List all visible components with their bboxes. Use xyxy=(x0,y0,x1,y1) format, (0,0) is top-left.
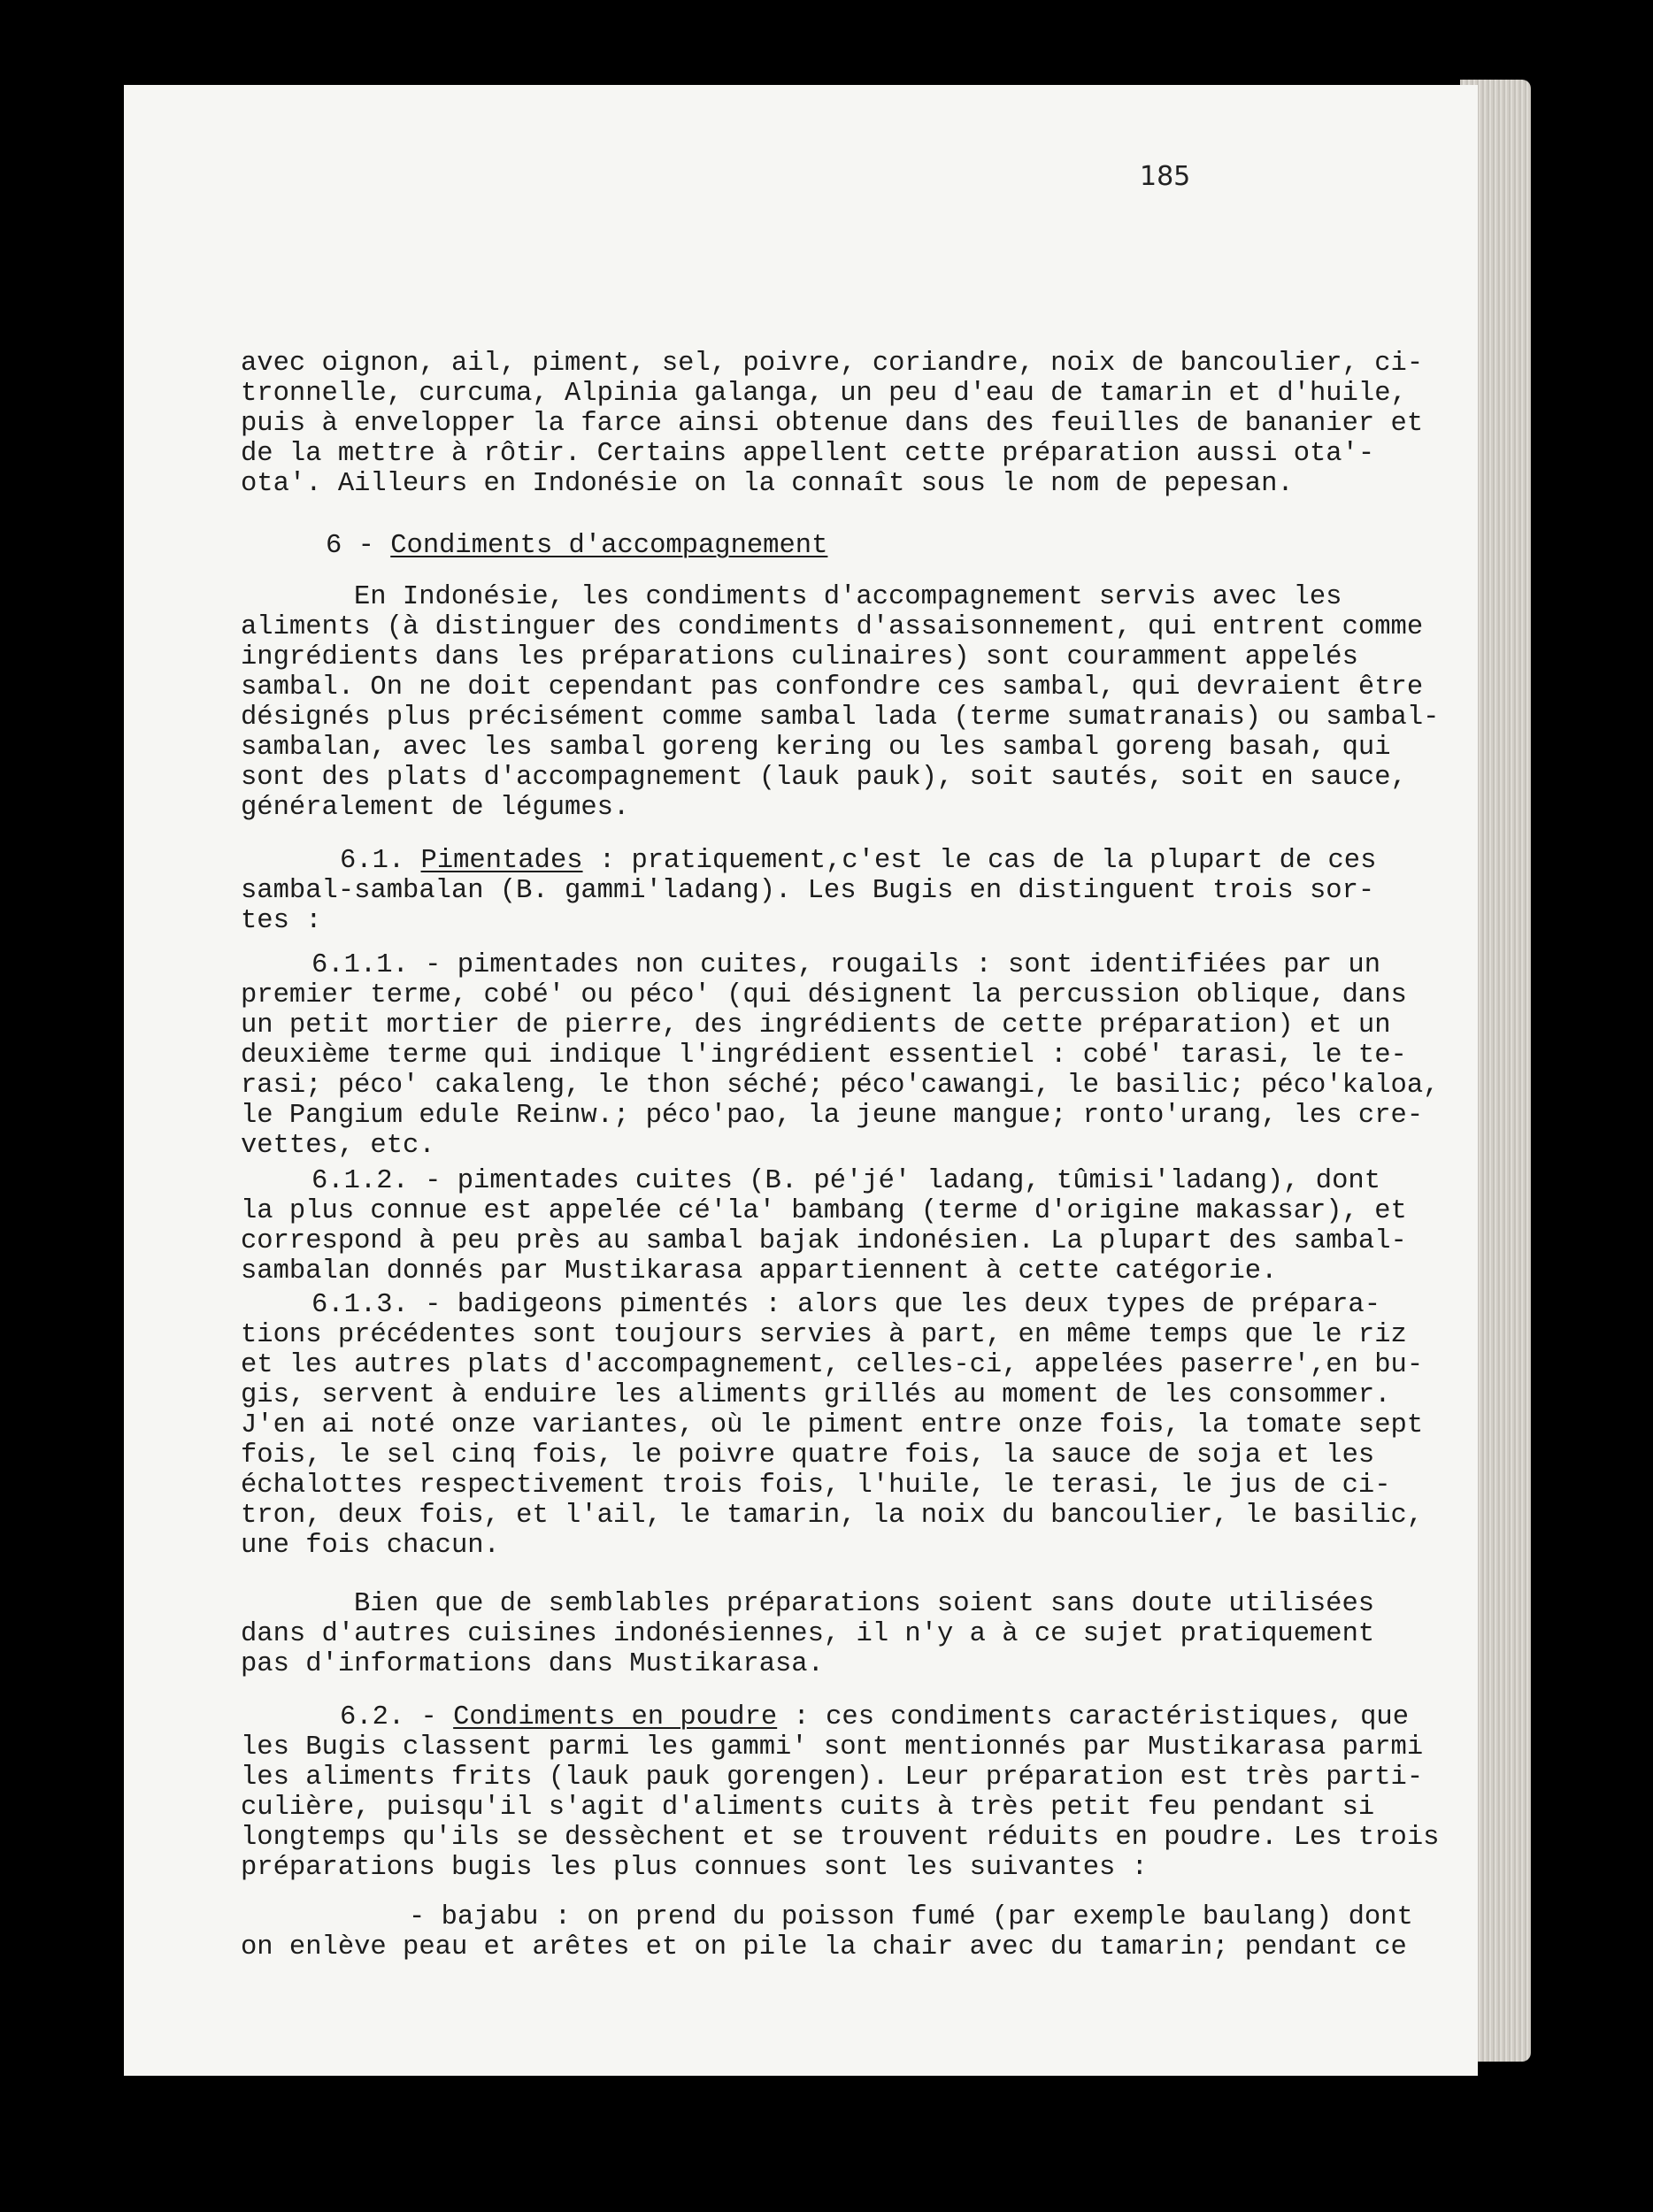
text-line: tronnelle, curcuma, Alpinia galanga, un peu d'eau de tamarin et d'huile, xyxy=(241,379,1407,409)
text-line: 6.1.1. - pimentades non cuites, rougails : sont identifiées par un xyxy=(311,950,1380,980)
text-line: rasi; péco' cakaleng, le thon séché; péco'cawangi, le basilic; péco'kaloa, xyxy=(241,1071,1440,1101)
paragraph-condiments-intro xyxy=(241,582,1440,823)
text-line: puis à envelopper la farce ainsi obtenue dans des feuilles de bananier et xyxy=(241,409,1424,439)
text-line: 6.1.3. - badigeons pimentés : alors que les deux types de prépara- xyxy=(311,1290,1380,1320)
text-line: - bajabu : on prend du poisson fumé (par exemple baulang) dont xyxy=(409,1902,1413,1932)
text-line: sambalan, avec les sambal goreng kering ou les sambal goreng basah, qui xyxy=(241,733,1391,763)
section-title: Condiments d'accompagnement xyxy=(390,531,828,561)
text-line: les Bugis classent parmi les gammi' sont mentionnés par Mustikarasa parmi xyxy=(241,1732,1424,1763)
text-line: de la mettre à rôtir. Certains appellent cette préparation aussi ota'- xyxy=(241,439,1375,469)
text-line: désignés plus précisément comme sambal lada (terme sumatranais) ou sambal- xyxy=(241,703,1440,733)
page-number: 185 xyxy=(1140,161,1191,192)
text-line: premier terme, cobé' ou péco' (qui désignent la percussion oblique, dans xyxy=(241,980,1407,1010)
text-line: dans d'autres cuisines indonésiennes, il n'y a à ce sujet pratiquement xyxy=(241,1619,1375,1649)
text-line: 6.1.2. - pimentades cuites (B. pé'jé' ladang, tûmisi'ladang), dont xyxy=(311,1166,1380,1196)
text-line: et les autres plats d'accompagnement, celles-ci, appelées paserre',en bu- xyxy=(241,1350,1424,1380)
text-line: tron, deux fois, et l'ail, le tamarin, la noix du bancoulier, le basilic, xyxy=(241,1501,1424,1531)
text-line: gis, servent à enduire les aliments grillés au moment de les consommer. xyxy=(241,1380,1391,1410)
paragraph-6-1-3 xyxy=(241,1290,1424,1561)
text-line: correspond à peu près au sambal bajak indonésien. La plupart des sambal- xyxy=(241,1226,1407,1256)
text-line: aliments (à distinguer des condiments d'assaisonnement, qui entrent comme xyxy=(241,612,1424,642)
text-line: ingrédients dans les préparations culinaires) sont couramment appelés xyxy=(241,642,1358,672)
paragraph-6-1-2 xyxy=(241,1166,1407,1286)
text-line: En Indonésie, les condiments d'accompagnement servis avec les xyxy=(354,582,1342,612)
text-line: J'en ai noté onze variantes, où le piment entre onze fois, la tomate sept xyxy=(241,1410,1424,1440)
paragraph-pimentades xyxy=(241,846,1377,936)
text-line: sambalan donnés par Mustikarasa appartiennent à cette catégorie. xyxy=(241,1256,1278,1286)
text-line: les aliments frits (lauk pauk gorengen). Leur préparation est très parti- xyxy=(241,1763,1424,1793)
paragraph-bajabu xyxy=(241,1902,1413,1962)
subsection-title: Condiments en poudre xyxy=(453,1702,778,1732)
text-line: culière, puisqu'il s'agit d'aliments cuits à très petit feu pendant si xyxy=(241,1793,1375,1823)
text-fragment: : pratiquement,c'est le cas de la plupart de ces xyxy=(582,846,1377,876)
paragraph-other-cuisines xyxy=(241,1589,1375,1679)
text-line: fois, le sel cinq fois, le poivre quatre fois, la sauce de soja et les xyxy=(241,1440,1375,1471)
text-line: pas d'informations dans Mustikarasa. xyxy=(241,1649,824,1679)
text-line: on enlève peau et arêtes et on pile la chair avec du tamarin; pendant ce xyxy=(241,1932,1407,1962)
text-line: Bien que de semblables préparations soient sans doute utilisées xyxy=(354,1589,1375,1619)
text-line: tions précédentes sont toujours servies à part, en même temps que le riz xyxy=(241,1320,1407,1350)
text-line: sambal-sambalan (B. gammi'ladang). Les Bugis en distinguent trois sor- xyxy=(241,876,1375,906)
paragraph-stuffing-end xyxy=(241,349,1424,499)
text-line: sont des plats d'accompagnement (lauk pauk), soit sautés, soit en sauce, xyxy=(241,763,1407,793)
paragraph-condiments-en-poudre xyxy=(241,1702,1440,1883)
text-line: sambal. On ne doit cependant pas confondre ces sambal, qui devraient être xyxy=(241,672,1424,703)
text-line: ota'. Ailleurs en Indonésie on la connaît sous le nom de pepesan. xyxy=(241,469,1294,499)
text-line: tes : xyxy=(241,906,322,936)
section-6-heading xyxy=(241,531,1322,561)
subsection-number: 6.2. - xyxy=(340,1702,454,1732)
text-line: un petit mortier de pierre, des ingrédients de cette préparation) et un xyxy=(241,1010,1391,1041)
text-line: préparations bugis les plus connues sont les suivantes : xyxy=(241,1853,1148,1883)
paragraph-6-1-1 xyxy=(241,950,1440,1161)
text-fragment: : ces condiments caractéristiques, que xyxy=(777,1702,1410,1732)
text-line: la plus connue est appelée cé'la' bambang (terme d'origine makassar), et xyxy=(241,1196,1407,1226)
text-line: généralement de légumes. xyxy=(241,793,630,823)
text-line: échalottes respectivement trois fois, l'huile, le terasi, le jus de ci- xyxy=(241,1471,1391,1501)
text-line: deuxième terme qui indique l'ingrédient essentiel : cobé' tarasi, le te- xyxy=(241,1041,1407,1071)
subsection-number: 6.1. xyxy=(340,846,421,876)
section-number: 6 - xyxy=(326,531,391,561)
text-line: vettes, etc. xyxy=(241,1131,435,1161)
subsection-title: Pimentades xyxy=(420,846,583,876)
text-line: avec oignon, ail, piment, sel, poivre, coriandre, noix de bancoulier, ci- xyxy=(241,349,1424,379)
text-line: longtemps qu'ils se dessèchent et se trouvent réduits en poudre. Les trois xyxy=(241,1823,1440,1853)
text-line: une fois chacun. xyxy=(241,1531,500,1561)
text-line: le Pangium edule Reinw.; péco'pao, la jeune mangue; ronto'urang, les cre- xyxy=(241,1101,1424,1131)
